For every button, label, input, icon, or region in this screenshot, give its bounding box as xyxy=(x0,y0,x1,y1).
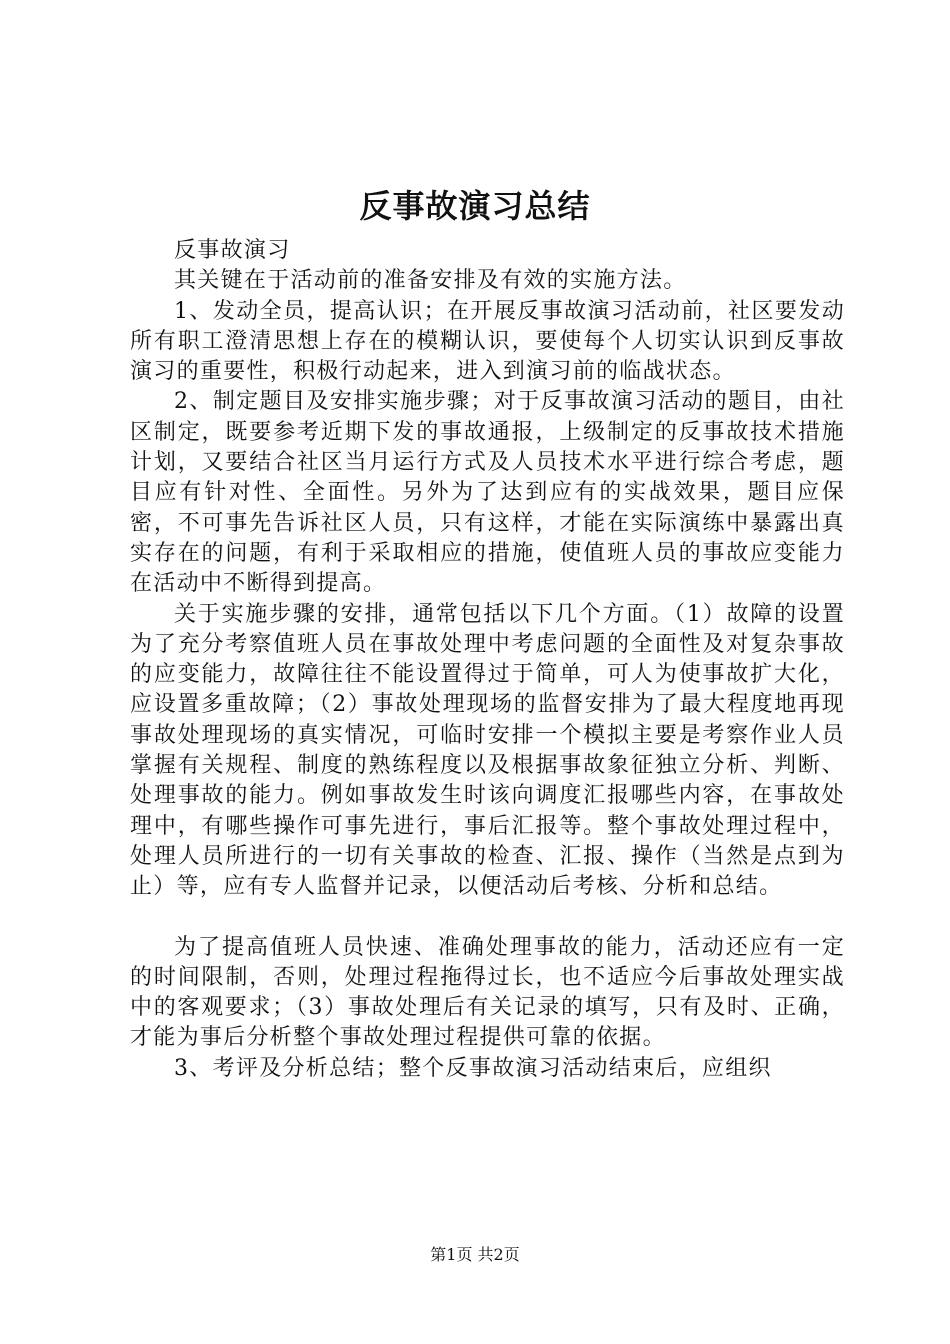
paragraph-implementation: 关于实施步骤的安排，通常包括以下几个方面。（1）故障的设置为了充分考察值班人员在事故处理中考虑问题的全面性及对复杂事故的应变能力，故障往往不能设置得过于简单，可人为使事故扩大化，应设置多重故障；（2）事故处理现场的监督安排为了最大程度地再现事故处理现场的真实情况，可临时安排一个模拟主要是考察作业人员掌握有关规程、制度的熟练程度以及根据事故象征独立分析、判断、处理事故的能力。例如事故发生时该向调度汇报哪些内容，在事故处理中，有哪些操作可事先进行，事后汇报等。整个事故处理过程中，处理人员所进行的一切有关事故的检查、汇报、操作（当然是点到为止）等，应有专人监督并记录，以便活动后考核、分析和总结。 xyxy=(130,601,845,900)
paragraph-step-1: 1、发动全员，提高认识；在开展反事故演习活动前，社区要发动所有职工澄清思想上存在的模糊认识，要使每个人切实认识到反事故演习的重要性，积极行动起来，进入到演习前的临战状态。 xyxy=(130,298,845,385)
paragraph-time-limit: 为了提高值班人员快速、准确处理事故的能力，活动还应有一定的时间限制，否则，处理过程拖得过长，也不适应今后事故处理实战中的客观要求；（3）事故处理后有关记录的填写，只有及时、正确，才能为事后分析整个事故处理过程提供可靠的依据。 xyxy=(130,934,845,1051)
paragraph-step-3: 3、考评及分析总结；整个反事故演习活动结束后，应组织 xyxy=(174,1055,772,1081)
page-footer: 第1页 共2页 xyxy=(430,1245,520,1264)
paragraph-subtitle: 反事故演习 xyxy=(174,238,291,263)
document-title: 反事故演习总结 xyxy=(359,187,591,225)
document-body xyxy=(130,236,845,1084)
paragraph-intro: 其关键在于活动前的准备安排及有效的实施方法。 xyxy=(174,268,687,294)
paragraph-step-2: 2、制定题目及安排实施步骤；对于反事故演习活动的题目，由社区制定，既要参考近期下发的事故通报，上级制定的反事故技术措施计划，又要结合社区当月运行方式及人员技术水平进行综合考虑，题目应有针对性、全面性。另外为了达到应有的实战效果，题目应保密，不可事先告诉社区人员，只有这样，才能在实际演练中暴露出真实存在的问题，有利于采取相应的措施，使值班人员的事故应变能力在活动中不断得到提高。 xyxy=(130,389,845,597)
